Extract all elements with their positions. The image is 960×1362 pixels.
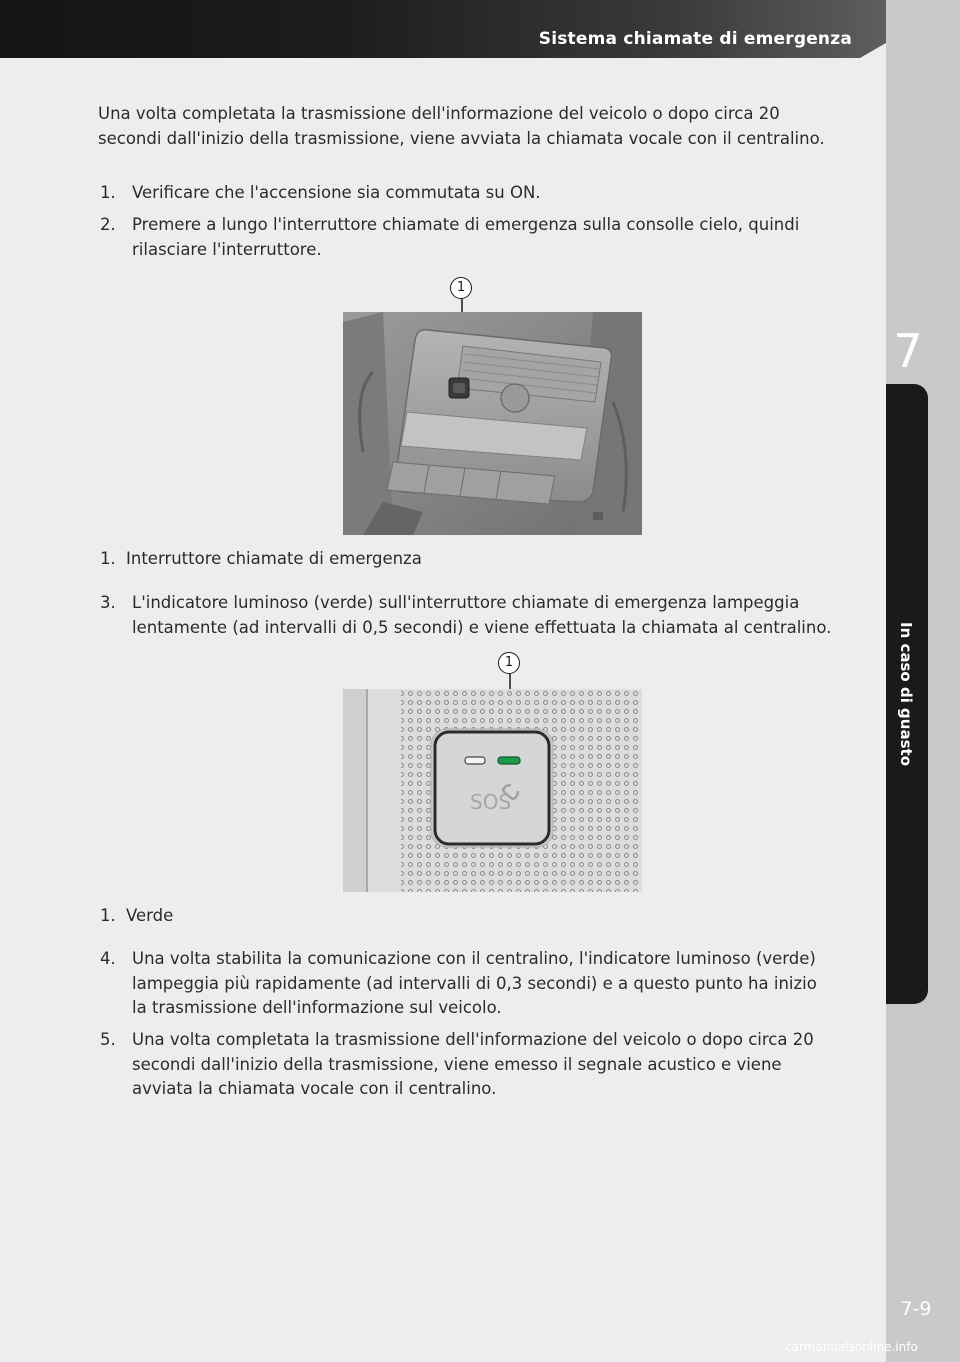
caption-text: Verde <box>126 906 174 925</box>
step-text: Una volta stabilita la comunicazione con il centralino, l'indicatore luminoso (verde) lampeggia più rapidamente (ad intervalli di 0,3 secondi) e a questo punto ha inizio la trasmissione dell'informazione sul veicolo. <box>132 949 817 1017</box>
step-text: L'indicatore luminoso (verde) sull'interruttore chiamate di emergenza lampeggia lentamente (ad intervalli di 0,5 secondi) e viene effettuata la chiamata al centralino. <box>132 593 832 637</box>
intro-paragraph: Una volta completata la trasmissione dell'informazione del veicolo o dopo circa 20 secondi dall'inizio della trasmissione, viene avviata la chiamata vocale con il centralino. <box>98 104 825 148</box>
caption-number: 1. <box>100 906 116 925</box>
step-number: 3. <box>100 593 116 612</box>
chapter-label: In caso di guasto <box>897 622 915 766</box>
figure2-sos-illustration <box>343 689 642 892</box>
step-number: 5. <box>100 1030 116 1049</box>
step-5 <box>100 1028 840 1102</box>
chapter-number: 7 <box>893 324 923 378</box>
page-number: 7-9 <box>900 1298 932 1320</box>
step-number: 1. <box>100 183 116 202</box>
figure1-callout: 1 <box>450 277 472 299</box>
watermark-text: carmanualsonline.info <box>785 1340 918 1354</box>
step-2 <box>100 213 840 263</box>
step-text: Verificare che l'accensione sia commutata su ON. <box>132 183 541 202</box>
page-header-title: Sistema chiamate di emergenza <box>538 29 852 49</box>
step-text: Una volta completata la trasmissione dell'informazione del veicolo o dopo circa 20 secondi dall'inizio della trasmissione, viene emesso il segnale acustico e viene avviata la chiamata vocale con il centralino. <box>132 1030 814 1098</box>
caption-text: Interruttore chiamate di emergenza <box>126 549 422 568</box>
figure2-callout: 1 <box>498 652 520 674</box>
step-1 <box>100 181 840 206</box>
step-number: 2. <box>100 215 116 234</box>
step-3 <box>100 591 860 641</box>
figure1-console-illustration <box>343 312 642 535</box>
step-4 <box>100 947 840 1021</box>
sos-label: SOS <box>470 790 512 814</box>
caption-number: 1. <box>100 549 116 568</box>
step-text: Premere a lungo l'interruttore chiamate di emergenza sulla consolle cielo, quindi rilasciare l'interruttore. <box>132 215 800 259</box>
step-number: 4. <box>100 949 116 968</box>
